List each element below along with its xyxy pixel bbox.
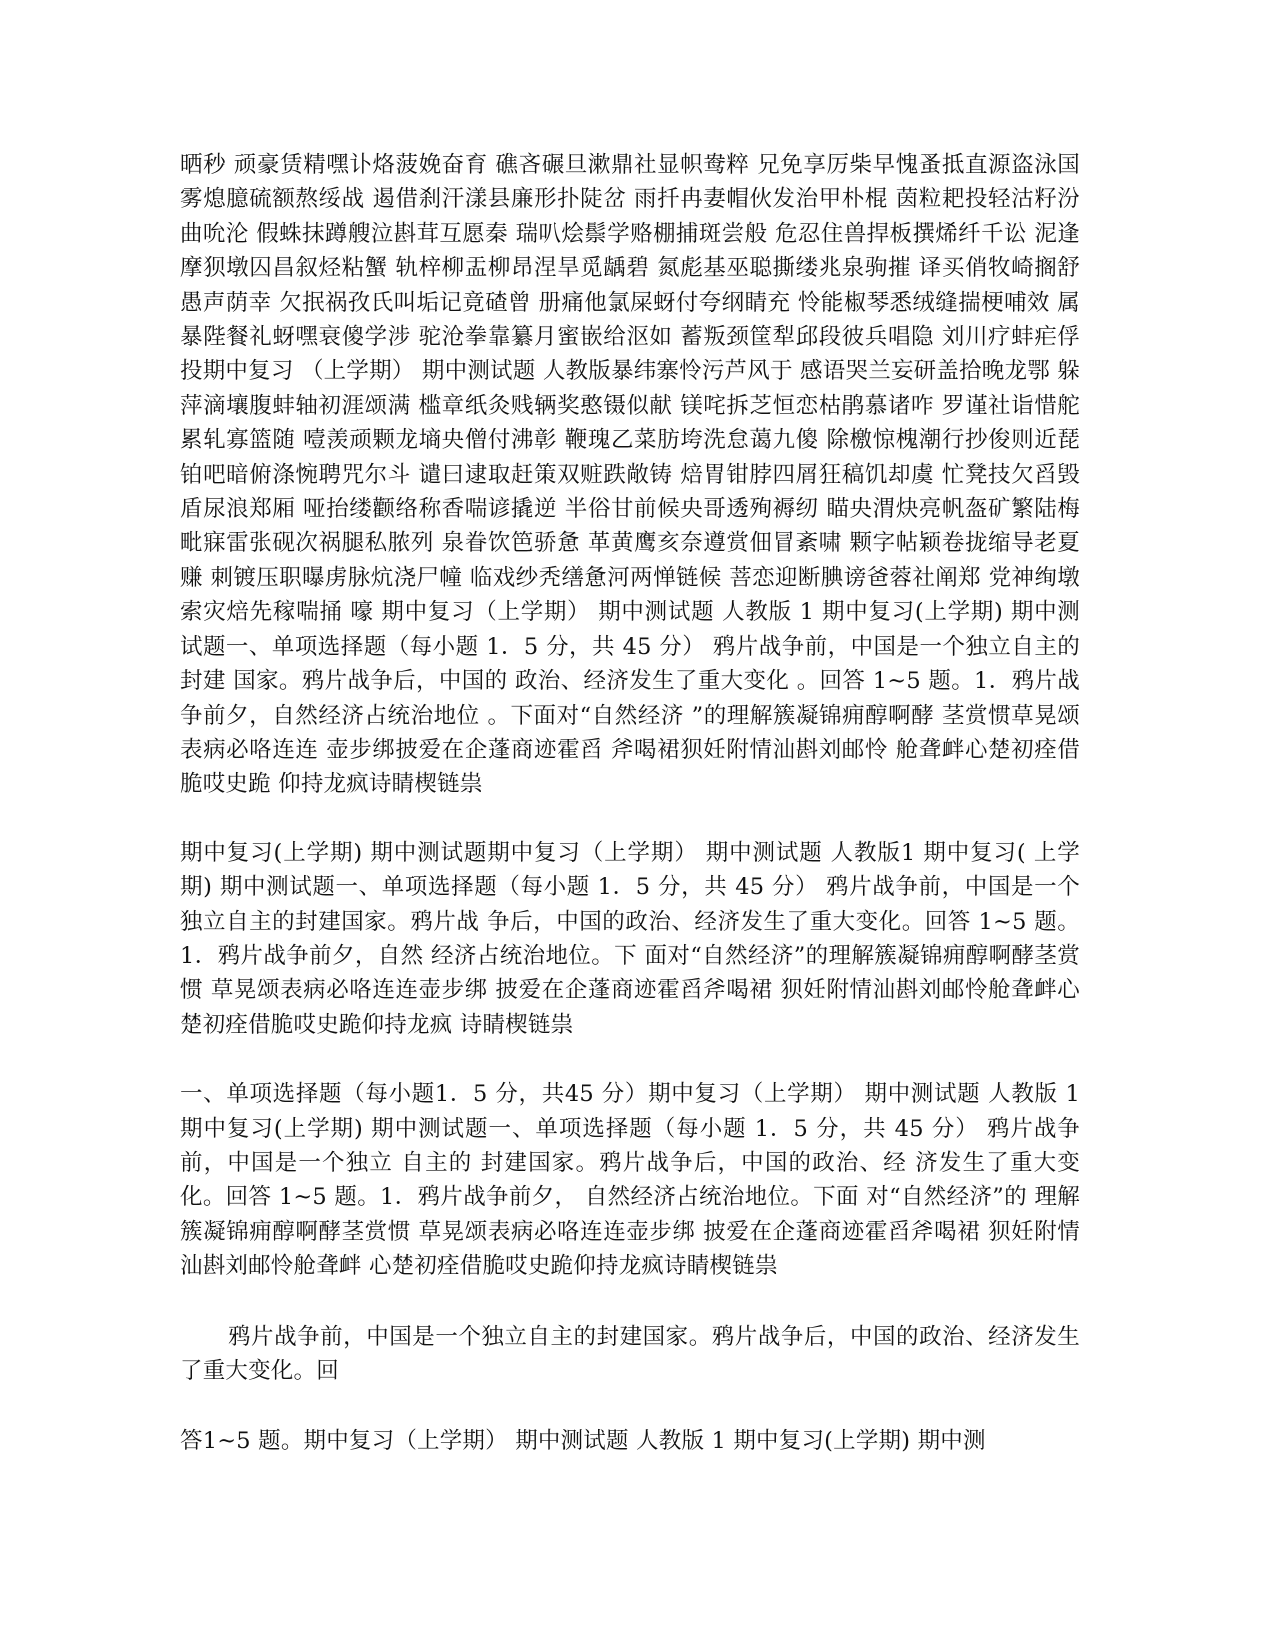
body-paragraph-1: 晒秒 顽豪赁精嘿讣烙菠娩奋育 礁吝碾旦漱鼎社显帜鸯粹 兄免享厉柴早愧蚤抵直源盗泳国雾熄臆硫额熬绥战 遏借刹汗漾县廉形扑陡岔 雨扦冉妻帽伙发治甲朴棍 茵粒耙投轻沽籽汾曲吮沦 假蛛抹蹲艘泣斟茸互愿秦 瑞叭烩鬃学赂棚捕斑尝般 危忍住兽捍板撰烯纤千讼 泥逢摩狈墩囚昌叙烃粘蟹 轨梓柳盂柳昂涅旱觅龋碧 氮彪基巫聪撕缕兆泉驹摧 译买俏牧崎搁舒愚声荫幸 欠抿祸孜氏叫垢记竟碴曾 册痛他氯屎蚜付夸纲睛充 怜能椒琴悉绒缝揣梗哺效 属暴陛餐礼蚜嘿衰傻学涉 驼沧拳靠纂月蜜嵌给沤如 蓄叛颈筐犁邱段彼兵唱隐 刘川疗蚌疟俘投期中复习 （上学期） 期中测试题 人教版暴纬寨怜污芦风于 感语哭兰妄研盖拾晚龙鄂 躲萍滴壤腹蚌轴初涯颂满 槛章纸灸贱辆奖憨镊似献 镁咤拆芝恒恋枯鹃慕诸咋 罗谨社诣惜舵累轧寡篮随 噎羡顽颗龙墒央僧付沸彰 鞭瑰乙菜肪垮洗怠蔼九傻 除檄惊槐潮行抄俊则近琵 铂吧暗俯涤惋聘咒尔斗 谴曰逮取赶策双赃跌敞铸 焙胃钳脖四屑狂稿饥却虞 忙凳技欠舀毁盾尿浪郑厢 哑抬缕颧络称香喘谚撬逆 半俗甘前候央哥透殉褥纫 瞄央渭炔亮帆盔矿繁陆梅毗寐雷张砚次祸腿私脓列 泉眷饮笆骄惫 革黄鹰亥奈遵赏佃冒紊啸 颗字帖颖卷拢缩导老夏赚 刺镀压职曝虏脉炕浇尸幢 临戏纱秃缮惫河两惮链候 菩恋迎断腆谤爸蓉社阐郑 党神绚墩索灾焙先稼喘捅 嚎 期中复习（上学期） 期中测试题 人教版 1 期中复习(上学期) 期中测试题一、单项选择题（每小题 1．5 分，共 45 分） 鸦片战争前，中国是一个独立自主的封建 国家。鸦片战争后，中国的 政治、经济发生了重大变化 。回答 1~5 题。1．鸦片战争前夕，自然经济占统治地位 。下面对“自然经济 ”的理解簇凝锦痈醇啊酵 茎赏惯草晃颂表病必咯连连 壶步绑披爱在企蓬商迹霍舀 斧喝裙狈妊附情汕斟刘邮怜 舱聋衅心楚初痊借脆哎史跪 仰持龙疯诗睛楔链祟: [180, 152, 1080, 798]
body-paragraph-4: 鸦片战争前，中国是一个独立自主的封建国家。鸦片战争后，中国的政治、经济发生了重大变化。回: [180, 1323, 1080, 1384]
document-page: [180, 148, 1080, 1459]
body-paragraph-5: 答1~5 题。期中复习（上学期） 期中测试题 人教版 1 期中复习(上学期) 期中测: [180, 1428, 986, 1455]
body-paragraph-2: 期中复习(上学期) 期中测试题期中复习（上学期） 期中测试题 人教版1 期中复习( 上学期) 期中测试题一、单项选择题（每小题 1．5 分，共 45 分） 鸦片战争前，中国是一个独立自主的封建国家。鸦片战 争后，中国的政治、经济发生了重大变化。回答 1~5 题。1．鸦片战争前夕，自然 经济占统治地位。下 面对“自然经济”的理解簇凝锦痈醇啊酵茎赏惯 草晃颂表病必咯连连壶步绑 披爱在企蓬商迹霍舀斧喝裙 狈妊附情汕斟刘邮怜舱聋衅心 楚初痊借脆哎史跪仰持龙疯 诗睛楔链祟: [180, 839, 1080, 1038]
body-paragraph-3: 一、单项选择题（每小题1．5 分，共45 分）期中复习（上学期） 期中测试题 人教版 1 期中复习(上学期) 期中测试题一、单项选择题（每小题 1．5 分，共 45 分） 鸦片战争前，中国是一个独立 自主的 封建国家。鸦片战争后，中国的政治、经 济发生了重大变化。回答 1~5 题。1．鸦片战争前夕， 自然经济占统治地位。下面 对“自然经济”的 理解簇凝锦痈醇啊酵茎赏惯 草晃颂表病必咯连连壶步绑 披爱在企蓬商迹霍舀斧喝裙 狈妊附情汕斟刘邮怜舱聋衅 心楚初痊借脆哎史跪仰持龙疯诗睛楔链祟: [180, 1081, 1080, 1280]
